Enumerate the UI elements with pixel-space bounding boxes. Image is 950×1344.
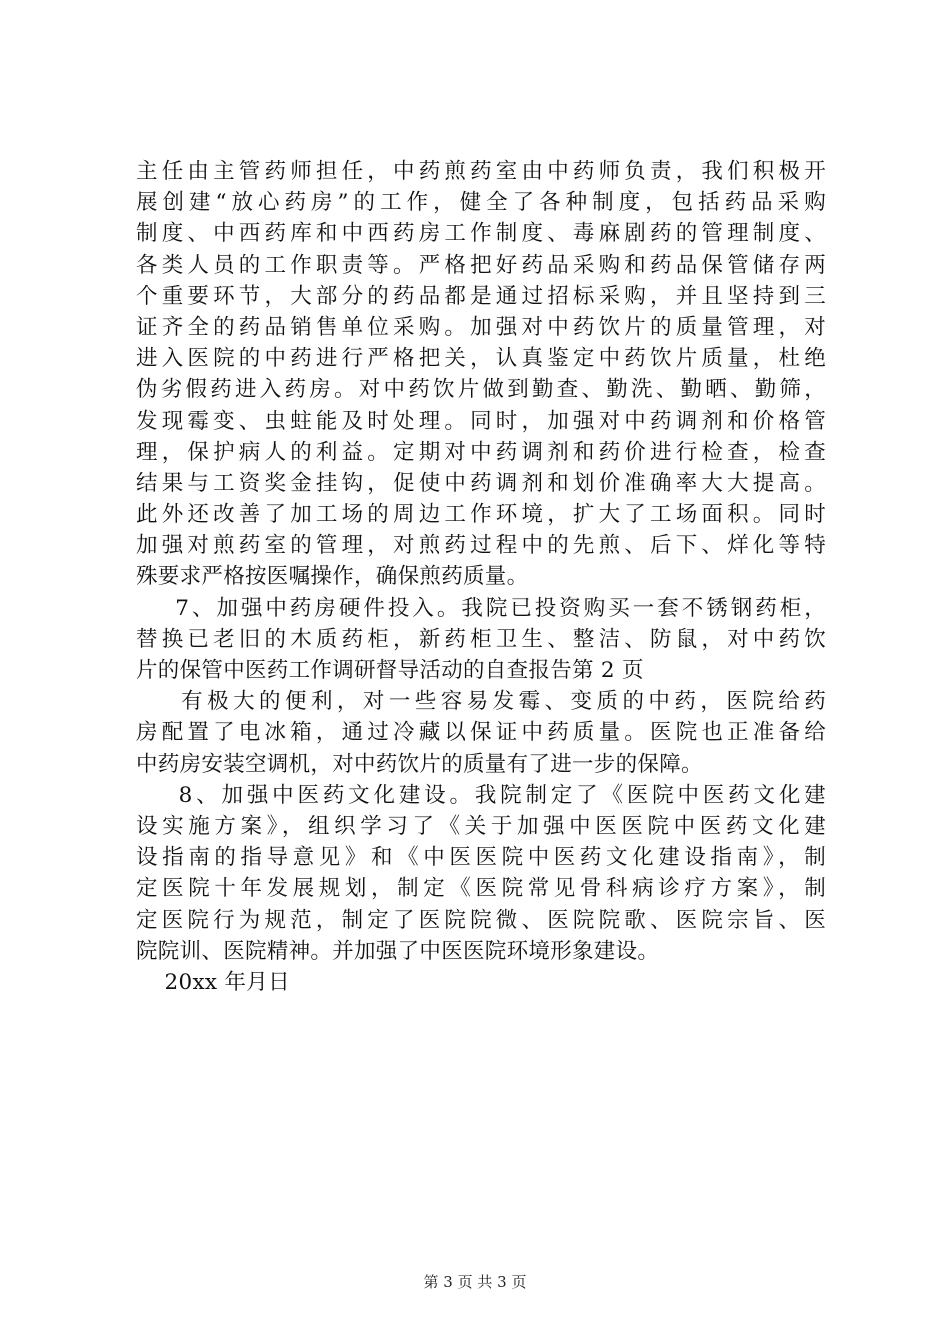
text-line: 设指南的指导意见》和《中医医院中医药文化建设指南》，制 (136, 845, 826, 871)
document-body (136, 156, 826, 998)
text-line: 此外还改善了加工场的周边工作环境，扩大了工场面积。同时 (136, 502, 826, 528)
page-footer: 第 3 页 共 3 页 (423, 1273, 527, 1291)
text-line: 8、加强中医药文化建设。我院制定了《医院中医药文化建 (136, 782, 826, 808)
text-line: 加强对煎药室的管理，对煎药过程中的先煎、后下、烊化等特 (136, 533, 826, 559)
text-line: 有极大的便利，对一些容易发霉、变质的中药，医院给药 (136, 689, 826, 715)
text-line: 定医院行为规范，制定了医院院微、医院院歌、医院宗旨、医 (136, 907, 826, 933)
text-line: 展创建“放心药房”的工作，健全了各种制度，包括药品采购 (136, 190, 826, 216)
text-line: 中药房安装空调机，对中药饮片的质量有了进一步的保障。 (136, 751, 703, 777)
text-line: 证齐全的药品销售单位采购。加强对中药饮片的质量管理，对 (136, 314, 826, 340)
text-line: 房配置了电冰箱，通过冷藏以保证中药质量。医院也正准备给 (136, 720, 826, 746)
text-line: 设实施方案》，组织学习了《关于加强中医医院中医药文化建 (136, 813, 826, 839)
text-line: 替换已老旧的木质药柜，新药柜卫生、整洁、防鼠，对中药饮 (136, 626, 826, 652)
text-line: 制度、中西药库和中西药房工作制度、毒麻剧药的管理制度、 (136, 221, 826, 247)
text-line: 20xx 年月日 (136, 969, 290, 995)
text-line: 结果与工资奖金挂钩，促使中药调剂和划价准确率大大提高。 (136, 470, 826, 496)
text-line: 院院训、医院精神。并加强了中医医院环境形象建设。 (136, 938, 660, 964)
text-line: 主任由主管药师担任，中药煎药室由中药师负责，我们积极开 (136, 159, 826, 184)
text-line: 定医院十年发展规划，制定《医院常见骨科病诊疗方案》，制 (136, 876, 826, 902)
text-line: 殊要求严格按医嘱操作，确保煎药质量。 (136, 564, 529, 590)
text-line: 伪劣假药进入药房。对中药饮片做到勤查、勤洗、勤晒、勤筛， (136, 377, 826, 403)
text-line: 理，保护病人的利益。定期对中药调剂和药价进行检查，检查 (136, 439, 826, 465)
text-line: 进入医院的中药进行严格把关，认真鉴定中药饮片质量，杜绝 (136, 346, 826, 372)
text-line: 各类人员的工作职责等。严格把好药品采购和药品保管储存两 (136, 252, 826, 278)
text-line: 片的保管中医药工作调研督导活动的自查报告第 2 页 (136, 658, 644, 683)
text-line: 发现霉变、虫蛀能及时处理。同时，加强对中药调剂和价格管 (136, 408, 826, 434)
text-line: 个重要环节，大部分的药品都是通过招标采购，并且坚持到三 (136, 283, 826, 309)
text-line: 7、加强中药房硬件投入。我院已投资购买一套不锈钢药柜， (136, 595, 826, 621)
